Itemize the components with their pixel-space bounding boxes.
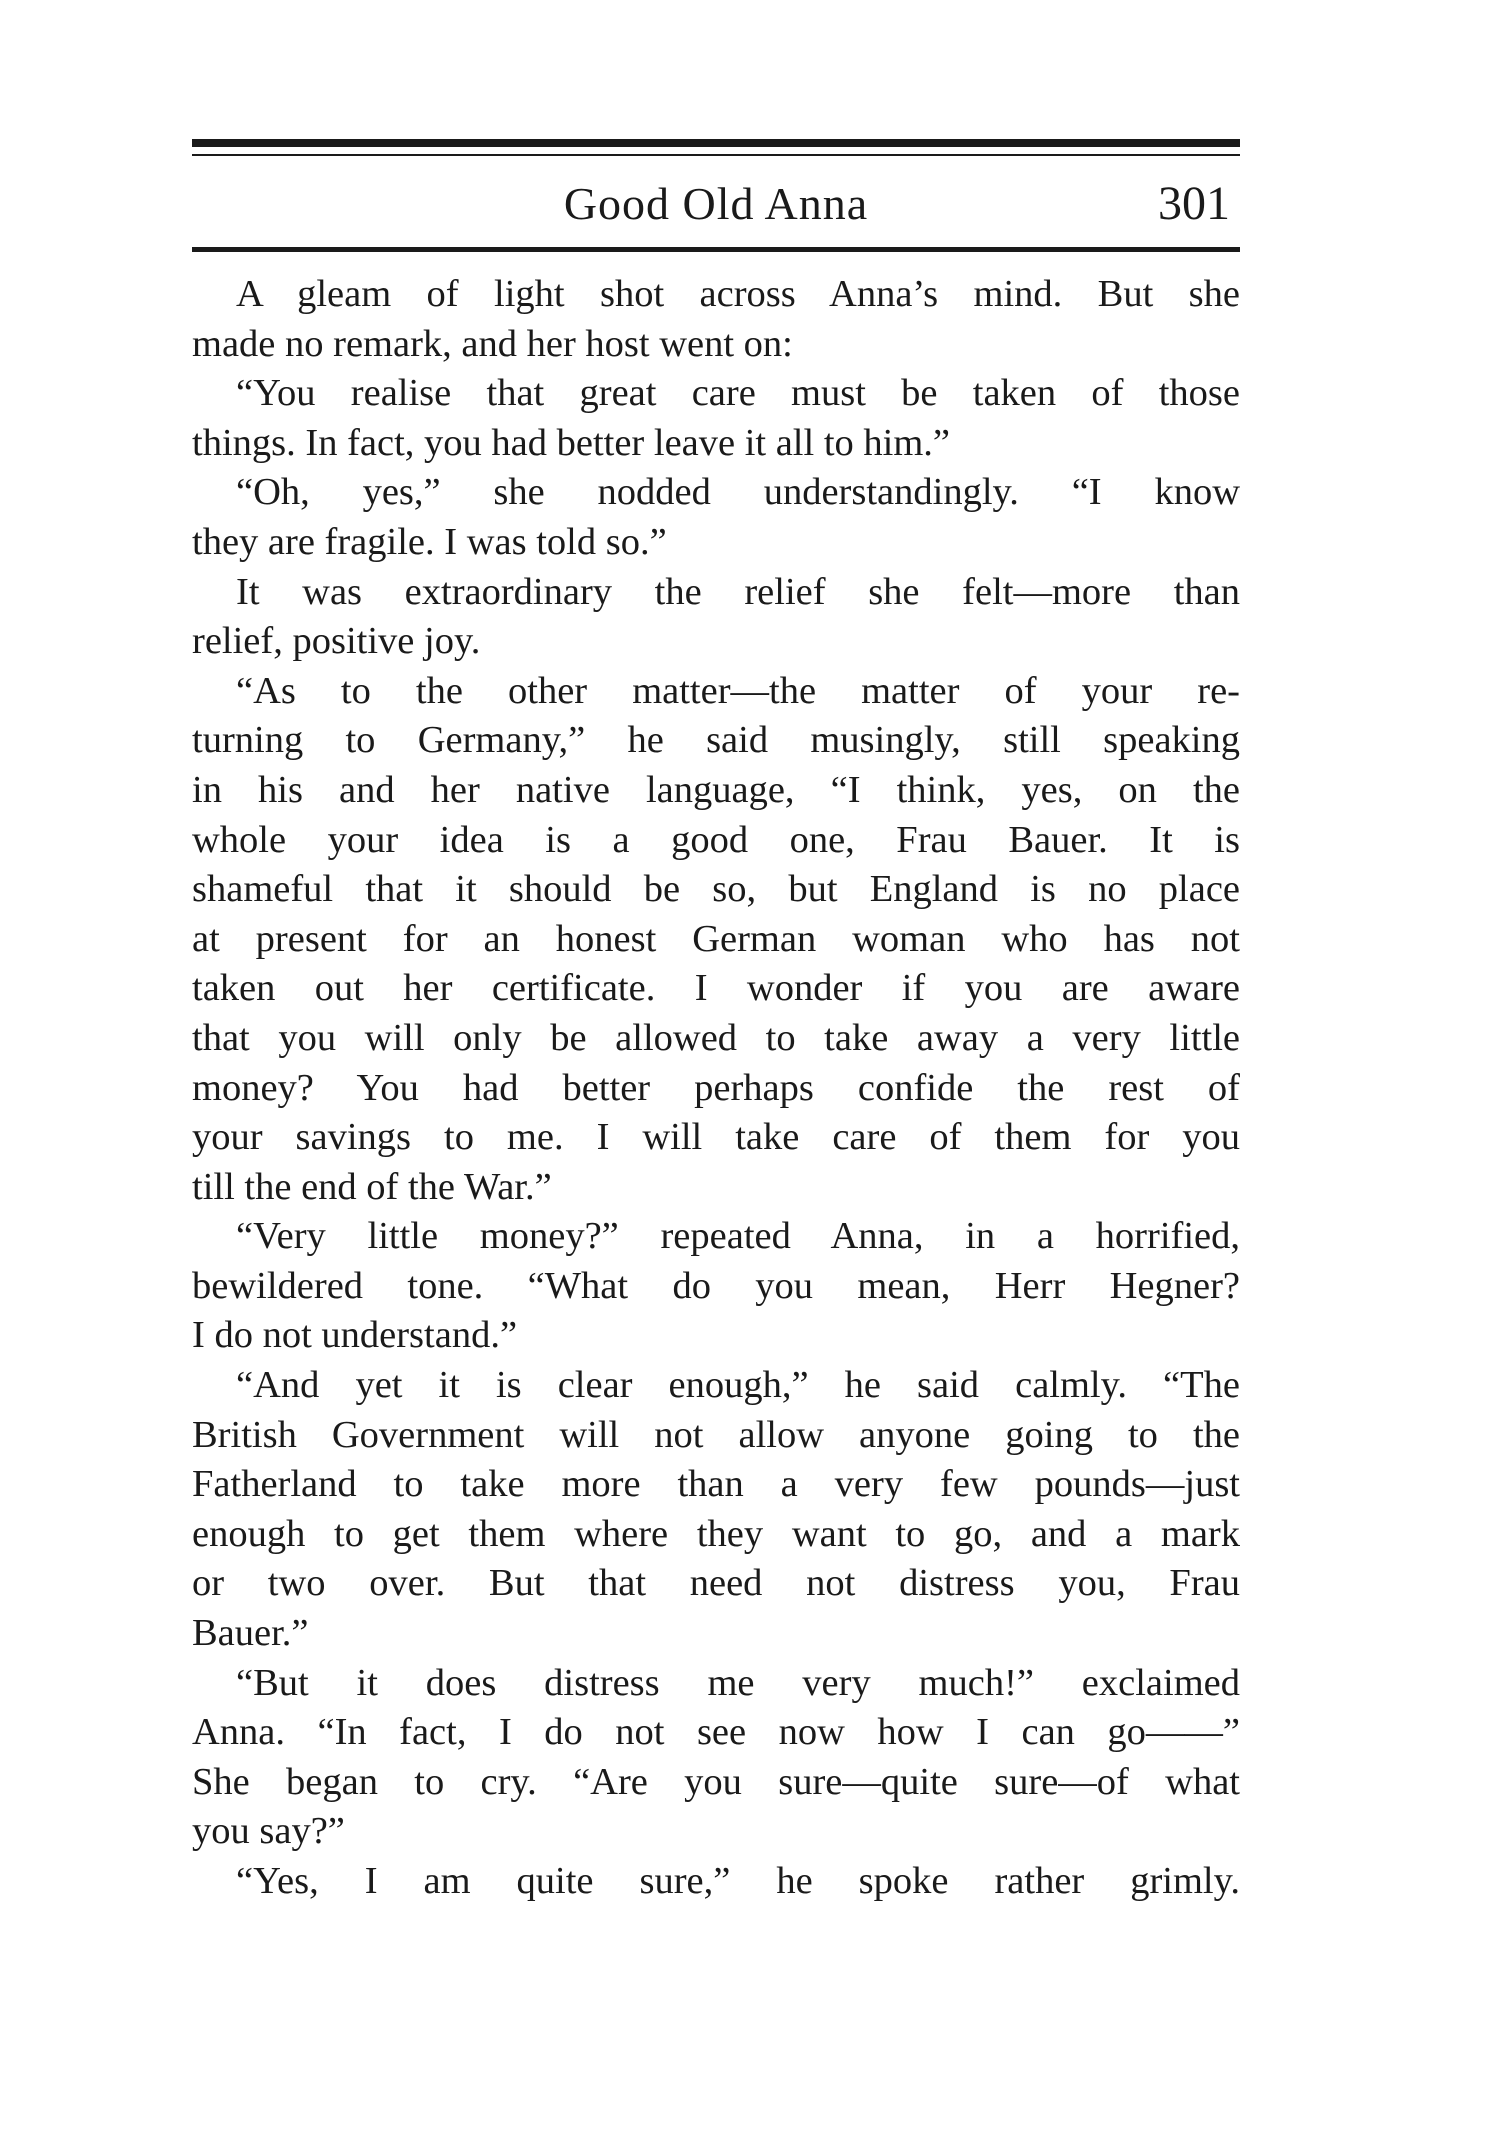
text-line: shameful that it should be so, but England is no place [192,868,1240,911]
text-line: bewildered tone. “What do you mean, Herr Hegner? [192,1264,1240,1307]
header-rule-thick [192,139,1240,147]
text-line: you say?” [192,1810,345,1853]
text-line: in his and her native language, “I think, yes, on the [192,768,1240,811]
text-line: “Yes, I am quite sure,” he spoke rather grimly. [236,1860,1240,1902]
text-line: taken out her certificate. I wonder if you are aware [192,967,1240,1010]
text-line: “But it does distress me very much!” exclaimed [236,1661,1240,1704]
text-line: enough to get them where they want to go, and a mark [192,1512,1240,1555]
page-number: 301 [1158,177,1230,230]
header-rule-thin [192,154,1240,156]
text-line: money? You had better perhaps confide the rest of [192,1066,1240,1109]
text-line: made no remark, and her host went on: [192,322,793,365]
body-text [192,270,1240,1907]
text-line: relief, positive joy. [192,620,481,663]
text-line: Bauer.” [192,1612,309,1655]
text-line: whole your idea is a good one, Frau Bauer. It is [192,818,1240,861]
text-line: A gleam of light shot across Anna’s mind. But she [236,273,1240,315]
text-line: “You realise that great care must be taken of those [236,372,1240,415]
header-rule-below [192,247,1240,252]
text-line: your savings to me. I will take care of them for you [192,1116,1240,1159]
text-line: that you will only be allowed to take away a very little [192,1016,1240,1059]
text-line: “And yet it is clear enough,” he said calmly. “The [236,1364,1240,1407]
running-head [192,172,1240,236]
text-line: British Government will not allow anyone going to the [192,1413,1240,1456]
text-line: till the end of the War.” [192,1165,552,1208]
text-line: “As to the other matter—the matter of your re- [236,669,1240,712]
text-line: at present for an honest German woman who has not [192,917,1240,960]
text-line: or two over. But that need not distress you, Frau [192,1562,1240,1605]
running-title: Good Old Anna [563,178,869,229]
text-line: Fatherland to take more than a very few pounds—just [192,1463,1240,1506]
text-line: they are fragile. I was told so.” [192,520,667,563]
text-line: “Very little money?” repeated Anna, in a horrified, [236,1215,1240,1258]
text-line: turning to Germany,” he said musingly, still speaking [192,719,1240,762]
text-line: “Oh, yes,” she nodded understandingly. “I know [236,471,1240,514]
text-line: She began to cry. “Are you sure—quite sure—of what [192,1760,1240,1803]
text-line: I do not understand.” [192,1314,518,1357]
text-line: things. In fact, you had better leave it all to him.” [192,421,951,464]
text-line: Anna. “In fact, I do not see now how I can go——” [192,1711,1240,1754]
text-line: It was extraordinary the relief she felt—more than [236,570,1240,613]
